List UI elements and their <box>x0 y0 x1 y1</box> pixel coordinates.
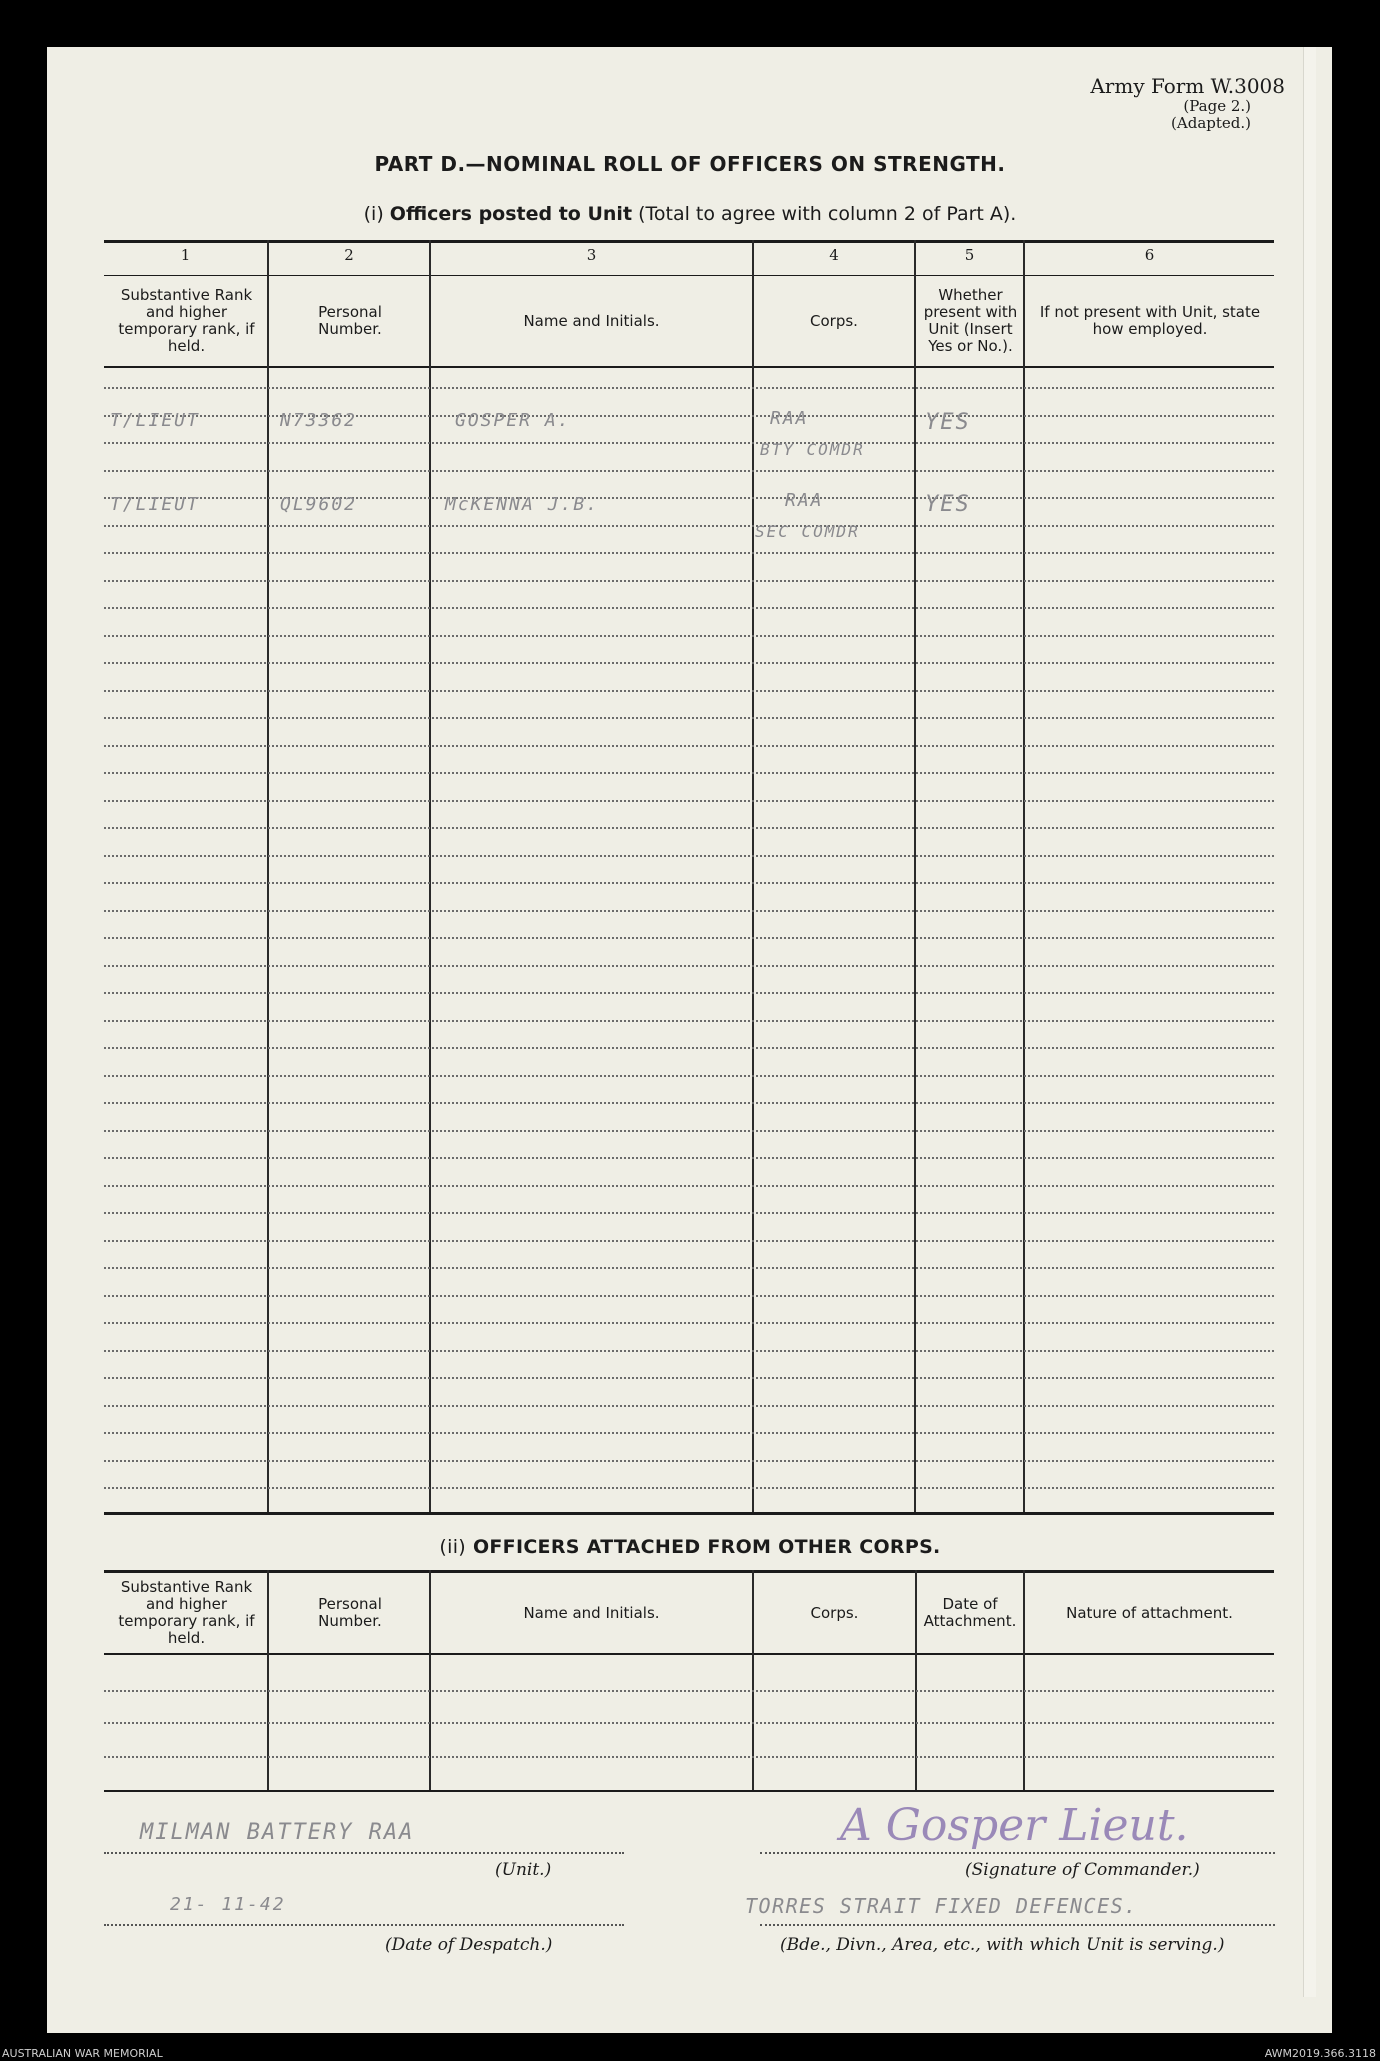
table1-row-rule <box>104 580 1274 582</box>
formation-value: TORRES STRAIT FIXED DEFENCES. <box>745 1894 1138 1918</box>
section-bold: Officers posted to Unit <box>389 203 633 225</box>
column-header-name: Name and Initials. <box>523 311 660 330</box>
date-label: (Date of Despatch.) <box>385 1935 553 1955</box>
table1-row-rule <box>104 1487 1274 1489</box>
page-edge <box>1303 47 1316 1997</box>
table1-row-rule <box>104 662 1274 664</box>
table1-row-rule <box>104 1047 1274 1049</box>
table1-row-rule <box>104 910 1274 912</box>
table1-row-rule <box>104 442 1274 444</box>
column-header-corps: Corps. <box>810 1603 859 1622</box>
table1-row-rule <box>104 717 1274 719</box>
table1-row-rule <box>104 1240 1274 1242</box>
table1-row-rule <box>104 937 1274 939</box>
column-number: 3 <box>586 246 597 264</box>
table1-row-rule <box>104 745 1274 747</box>
commander-signature: A Gosper Lieut. <box>840 1800 1189 1851</box>
entry-corps-note: SEC COMDR <box>755 522 860 541</box>
column-header-employed: If not present with Unit, state how employed. <box>1039 303 1261 338</box>
table1-row-rule <box>104 1460 1274 1462</box>
column-header-number: Personal Number. <box>318 303 382 338</box>
table1-row-rule <box>104 800 1274 802</box>
table1-row-rule <box>104 855 1274 857</box>
table1-row-rule <box>104 1377 1274 1379</box>
table2-row-rule <box>104 1722 1274 1724</box>
column-header-name: Name and Initials. <box>523 1603 660 1622</box>
column-header-present: Whether present with Unit (Insert Yes or No.). <box>923 286 1018 355</box>
column-header-date: Date of Attachment. <box>923 1595 1017 1630</box>
table2-row-rule <box>104 1690 1274 1692</box>
entry-corps: RAA <box>785 490 824 511</box>
table1-bottom-rule <box>104 1512 1274 1515</box>
form-page-number: (Page 2.) <box>1183 97 1251 115</box>
table1-row-rule <box>104 772 1274 774</box>
column-number: 5 <box>964 246 975 264</box>
entry-corps: RAA <box>770 408 809 429</box>
table1-row-rule <box>104 552 1274 554</box>
table1-row-rule <box>104 1157 1274 1159</box>
section-prefix: (ii) <box>439 1536 467 1558</box>
table1-row-rule <box>104 1322 1274 1324</box>
table1-row-rule <box>104 635 1274 637</box>
section-title: OFFICERS ATTACHED FROM OTHER CORPS. <box>472 1536 941 1558</box>
table1-row-rule <box>104 525 1274 527</box>
column-number: 6 <box>1144 246 1155 264</box>
table1-row-rule <box>104 1350 1274 1352</box>
entry-name: McKENNA J.B. <box>445 494 600 515</box>
page-title: PART D.—NOMINAL ROLL OF OFFICERS ON STRENGTH. <box>374 152 1006 176</box>
entry-number: QL9602 <box>280 494 358 515</box>
form-identifier <box>1090 74 1285 132</box>
table1-row-rule <box>104 1075 1274 1077</box>
column-header-corps: Corps. <box>810 311 858 330</box>
entry-name: GOSPER A. <box>455 410 571 431</box>
table1-row-rule <box>104 1295 1274 1297</box>
table1-row-rule <box>104 387 1274 389</box>
formation-label: (Bde., Divn., Area, etc., with which Unit is serving.) <box>780 1935 1225 1955</box>
column-number: 2 <box>344 246 354 264</box>
date-line <box>104 1924 624 1926</box>
table1-row-rule <box>104 1212 1274 1214</box>
column-number: 1 <box>180 246 191 264</box>
table1-row-rule <box>104 690 1274 692</box>
signature-line <box>760 1852 1275 1854</box>
table2-bottom-rule <box>104 1790 1274 1792</box>
table2-header-rule <box>104 1653 1274 1655</box>
table1-row-rule <box>104 882 1274 884</box>
entry-corps-note: BTY COMDR <box>760 440 865 459</box>
formation-line <box>760 1924 1275 1926</box>
table1-row-rule <box>104 1267 1274 1269</box>
table1-row-rule <box>104 827 1274 829</box>
entry-rank: T/LIEUT <box>110 494 200 515</box>
table1-row-rule <box>104 1432 1274 1434</box>
unit-line <box>104 1852 624 1854</box>
table1-row-rule <box>104 1185 1274 1187</box>
unit-label: (Unit.) <box>495 1860 552 1880</box>
entry-present: YES <box>925 410 971 435</box>
table1-row-rule <box>104 992 1274 994</box>
table1-row-rule <box>104 470 1274 472</box>
signature-label: (Signature of Commander.) <box>965 1860 1200 1880</box>
form-name: Army Form W.3008 <box>1090 74 1285 98</box>
column-header-rank: Substantive Rank and higher temporary rank, if held. <box>118 1578 255 1647</box>
table1-number-rule <box>104 275 1274 276</box>
credit-right: AWM2019.366.3118 <box>1264 2047 1376 2060</box>
credit-left: AUSTRALIAN WAR MEMORIAL <box>2 2047 163 2060</box>
section-heading-attached <box>0 1536 1380 1558</box>
entry-present: YES <box>925 492 971 517</box>
entry-rank: T/LIEUT <box>110 410 200 431</box>
column-header-nature: Nature of attachment. <box>1066 1603 1233 1622</box>
table1-row-rule <box>104 1405 1274 1407</box>
form-adapted: (Adapted.) <box>1171 114 1251 132</box>
table1-top-rule <box>104 240 1274 243</box>
table1-row-rule <box>104 965 1274 967</box>
table1-header-rule <box>104 366 1274 368</box>
section-prefix: (i) <box>363 203 384 225</box>
column-header-rank: Substantive Rank and higher temporary rank, if held. <box>118 286 255 355</box>
column-header-number: Personal Number. <box>318 1595 382 1630</box>
section-rest: (Total to agree with column 2 of Part A). <box>638 203 1017 225</box>
entry-number: N73362 <box>280 410 358 431</box>
despatch-date-value: 21- 11-42 <box>170 1894 286 1915</box>
table2-top-rule <box>104 1570 1274 1573</box>
table1-row-rule <box>104 1102 1274 1104</box>
table1-row-rule <box>104 1130 1274 1132</box>
column-number: 4 <box>829 246 839 264</box>
table2-row-rule <box>104 1756 1274 1758</box>
unit-value: MILMAN BATTERY RAA <box>140 1820 415 1845</box>
table1-row-rule <box>104 607 1274 609</box>
section-heading-posted <box>0 203 1380 225</box>
table1-row-rule <box>104 1020 1274 1022</box>
